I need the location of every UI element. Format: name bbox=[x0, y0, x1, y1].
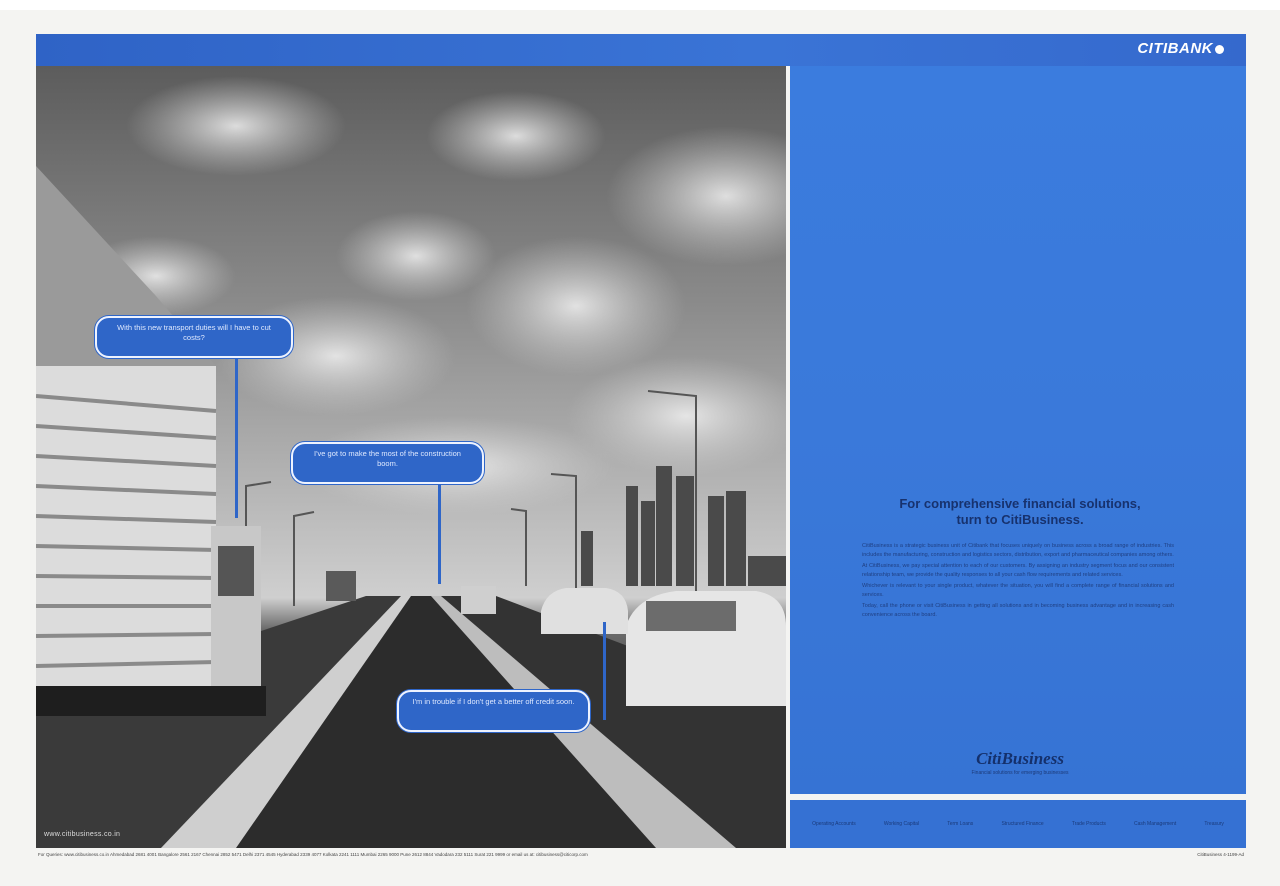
body-paragraph: Whichever is relevant to your single product, whatever the situation, you will find a complete range of financial solutions and services. bbox=[862, 583, 1174, 598]
brand-tagline: Financial solutions for emerging businesses bbox=[971, 770, 1069, 776]
service-item: Working Capital bbox=[883, 821, 920, 827]
citibank-arc-icon bbox=[1215, 45, 1224, 54]
headline-line-1: For comprehensive financial solutions, bbox=[899, 496, 1141, 511]
skyline bbox=[581, 466, 786, 586]
fine-print: For Queries: www.citibusiness.co.in Ahmedabad 2681 4001 Bangalore 2561 2167 Chennai 2852 5471 Delhi 2371 4545 Hyderabad 2339 4077 Kolkata 2241 1111 Mumbai 2265 9000 Pune 2612 8844 Vadodara 232 5111 Surat 221 9999 or email us at: citibusiness@citicorp.com bbox=[38, 852, 588, 857]
panel-headline bbox=[860, 496, 1180, 528]
service-item: Operating Accounts bbox=[812, 821, 856, 827]
body-paragraph: Today, call the phone or visit CitiBusiness in getting all solutions and in becoming business advantage and in increasing cash convenience across the board. bbox=[862, 603, 1174, 618]
body-copy bbox=[862, 542, 1174, 622]
header-band bbox=[36, 34, 1246, 66]
bubble-stem-1 bbox=[235, 358, 238, 518]
service-item: Trade Products bbox=[1071, 821, 1106, 827]
body-paragraph: CitiBusiness is a strategic business unit of Citibank that focuses uniquely on business across a broad range of industries. This includes the manufacturing, construction and logistics sectors, distribution, export and pharmaceutical companies among others. bbox=[862, 543, 1174, 558]
speech-bubble-transport: With this new transport duties will I have to cut costs? bbox=[95, 316, 293, 358]
speech-bubble-credit: I'm in trouble if I don't get a better off credit soon. bbox=[397, 690, 590, 732]
top-margin bbox=[0, 0, 1280, 10]
bubble-stem-3 bbox=[603, 622, 606, 720]
citibank-logo[interactable]: CITIBANK bbox=[1137, 40, 1224, 57]
service-item: Cash Management bbox=[1133, 821, 1177, 827]
services-bar bbox=[790, 800, 1246, 848]
bubble-stem-2 bbox=[438, 484, 441, 584]
website-url[interactable]: www.citibusiness.co.in bbox=[44, 831, 121, 838]
info-panel bbox=[790, 66, 1246, 794]
service-item: Treasury bbox=[1204, 821, 1224, 827]
speech-bubble-construction: I've got to make the most of the construction boom. bbox=[291, 442, 484, 484]
ad-code: CitiBusiness 4-1199-Ad bbox=[1197, 852, 1244, 857]
service-item: Term Loans bbox=[947, 821, 974, 827]
citibusiness-logo: CitiBusiness bbox=[976, 749, 1064, 768]
service-item: Structured Finance bbox=[1001, 821, 1044, 827]
headline-line-2: turn to CitiBusiness. bbox=[956, 512, 1084, 527]
body-paragraph: At CitiBusiness, we pay special attention to each of our customers. By assigning an industry segment focus and our consistent relationship team, we provide the quality responses to all your cash flow requirements and related services. bbox=[862, 563, 1174, 578]
